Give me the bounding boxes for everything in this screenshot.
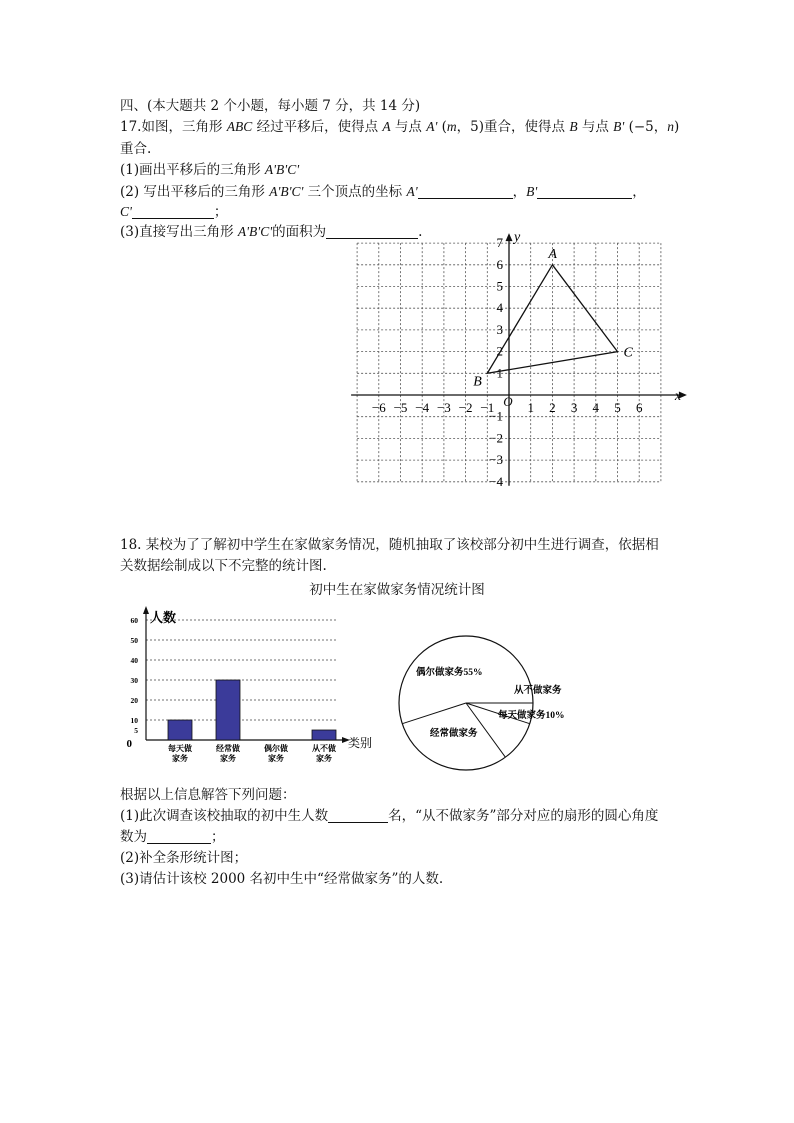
bar-gridlines bbox=[146, 620, 338, 720]
y-tick-label: 2 bbox=[496, 343, 503, 359]
point-label-c: C bbox=[623, 345, 633, 361]
q18-part1-cont: 数为 ； bbox=[120, 829, 225, 845]
bar-y-tick-label: 30 bbox=[130, 676, 138, 685]
x-tick-label: 3 bbox=[570, 400, 578, 415]
point-label-b: B bbox=[473, 374, 482, 390]
chart-title: 初中生在家做家务情况统计图 bbox=[309, 582, 485, 598]
bar-category-label: 家务 bbox=[268, 754, 284, 763]
bar-category-label: 每天做 bbox=[168, 744, 192, 753]
q17-part2: (2) 写出平移后的三角形 A'B'C' 三个顶点的坐标 A' ，B' ， bbox=[120, 184, 646, 200]
bar bbox=[216, 680, 240, 740]
pie-slice-label: 偶尔做家务55% bbox=[416, 668, 483, 678]
q17-part3: (3)直接写出三角形 A'B'C'的面积为 . bbox=[120, 224, 423, 240]
bar-category-label: 偶尔做 bbox=[264, 744, 288, 753]
bar-category-label: 家务 bbox=[220, 754, 236, 763]
bar-category-label: 从不做 bbox=[312, 744, 336, 753]
bar-y-tick-label: 40 bbox=[130, 656, 138, 665]
bar-y-tick-label: 50 bbox=[130, 636, 138, 645]
bar-y-tick-label: 10 bbox=[130, 716, 138, 725]
y-tick-label: 4 bbox=[496, 300, 503, 316]
y-tick-label: −2 bbox=[489, 430, 503, 446]
x-tick-label: −6 bbox=[371, 400, 386, 415]
y-tick-label: −3 bbox=[489, 452, 503, 468]
bar-marks bbox=[168, 680, 336, 740]
bar-y-tick-label: 60 bbox=[130, 616, 138, 625]
q17-line2: 重合. bbox=[120, 141, 152, 157]
pie-slice-label: 从不做家务 bbox=[514, 686, 562, 696]
x-tick-label: −4 bbox=[415, 400, 430, 415]
x-tick-label: 2 bbox=[549, 400, 556, 415]
answer-blank-count[interactable] bbox=[328, 808, 388, 823]
y-tick-label: 7 bbox=[496, 235, 503, 251]
q18-part3: (3)请估计该校 2000 名初中生中“经常做家务”的人数. bbox=[120, 871, 444, 887]
bar-category-label: 家务 bbox=[316, 754, 332, 763]
q17-part1: (1)画出平移后的三角形 A'B'C' bbox=[120, 162, 300, 178]
bar bbox=[168, 720, 192, 740]
x-tick-label: 6 bbox=[635, 400, 643, 415]
answer-blank-c[interactable] bbox=[132, 204, 214, 219]
bar-y-tick-label: 0 bbox=[126, 738, 132, 750]
y-tick-label: −1 bbox=[489, 408, 503, 424]
bar-y-tick-label: 20 bbox=[130, 696, 138, 705]
x-tick-label: −5 bbox=[393, 400, 408, 415]
x-tick-label: −3 bbox=[436, 400, 451, 415]
y-tick-label: 6 bbox=[496, 256, 503, 272]
y-axis-arrow bbox=[506, 233, 513, 241]
q18-line1: 18. 某校为了了解初中学生在家做家务情况，随机抽取了该校部分初中生进行调查，依据相 bbox=[120, 537, 659, 553]
bar-category-label: 经常做 bbox=[216, 744, 240, 753]
pie-slices bbox=[399, 636, 533, 770]
y-tick-label: −4 bbox=[489, 473, 503, 489]
axes bbox=[351, 230, 687, 486]
x-tick-label: 4 bbox=[592, 400, 600, 415]
coordinate-grid bbox=[370, 228, 680, 492]
q18-line2: 关数据绘制成以下不完整的统计图. bbox=[120, 558, 327, 574]
x-tick-label: −2 bbox=[458, 400, 473, 415]
y-tick-label: 1 bbox=[496, 365, 503, 381]
answer-blank-a[interactable] bbox=[418, 184, 513, 199]
q18-intro: 根据以上信息解答下列问题： bbox=[120, 787, 296, 803]
x-tick-label: 1 bbox=[527, 400, 534, 415]
answer-blank-b[interactable] bbox=[537, 184, 632, 199]
x-tick-label: 5 bbox=[614, 400, 621, 415]
y-tick-label: 3 bbox=[496, 321, 503, 337]
pie-chart bbox=[390, 628, 590, 778]
q17-line1: 17.如图，三角形 ABC 经过平移后，使得点 A 与点 A' (m，5)重合，使得点 B 与点 B' (−5，n) bbox=[120, 119, 680, 135]
bar-y-axis-label: 人数 bbox=[150, 610, 177, 625]
q18-part2: (2)补全条形统计图； bbox=[120, 850, 248, 866]
q18-part1: (1)此次调查该校抽取的初中生人数 名，“从不做家务”部分对应的扇形的圆心角度 bbox=[120, 808, 659, 824]
tick-labels bbox=[372, 235, 643, 489]
x-axis-label: x bbox=[674, 389, 682, 404]
answer-blank-angle[interactable] bbox=[147, 829, 211, 844]
point-label-a: A bbox=[548, 246, 557, 262]
bar-y-axis-arrow bbox=[143, 606, 149, 614]
q17-part2-cont: C' ； bbox=[120, 204, 228, 220]
bar bbox=[312, 730, 336, 740]
bar-y-tick-label: 5 bbox=[134, 726, 138, 735]
pie-slice-label: 经常做家务 bbox=[430, 729, 478, 739]
x-tick-label: −1 bbox=[480, 400, 495, 415]
pie-slice-label: 每天做家务10% bbox=[498, 711, 565, 721]
origin-label: O bbox=[503, 394, 513, 409]
y-tick-label: 5 bbox=[496, 278, 503, 294]
bar-chart bbox=[118, 602, 380, 774]
section-header: 四、(本大题共 2 个小题，每小题 7 分，共 14 分) bbox=[120, 98, 421, 114]
y-axis-label: y bbox=[514, 230, 521, 246]
bar-category-label: 家务 bbox=[172, 754, 188, 763]
bar-x-axis-label: 类别 bbox=[348, 736, 373, 750]
